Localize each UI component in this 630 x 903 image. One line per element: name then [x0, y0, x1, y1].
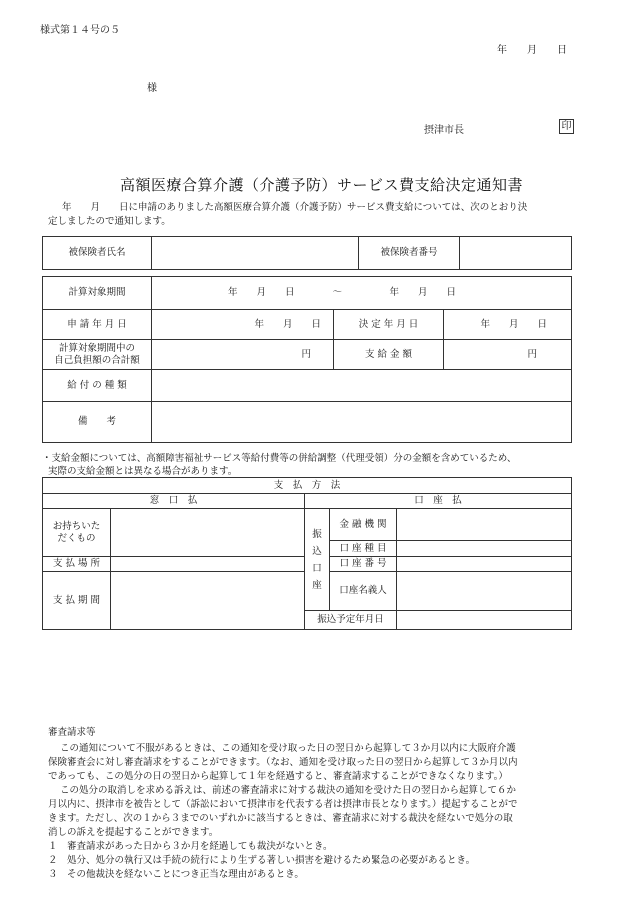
benefit-type-field[interactable] [152, 370, 572, 402]
copay-label-line-2: 自己負担額の合計額 [54, 354, 140, 366]
insured-name-label: 被保険者氏名 [43, 237, 152, 270]
account-type-field[interactable] [397, 541, 572, 557]
period-label: 計算対象期間 [43, 277, 152, 310]
counter-payment-header: 窓 口 払 [43, 494, 305, 509]
review-p1-line-2: 保険審査会に対し審査請求をすることができます。（なお、通知を受け取った日の翌日から起算して３か月以内 [48, 757, 518, 768]
payment-amount-field[interactable]: 円 [444, 340, 572, 370]
insured-number-label: 被保険者番号 [359, 237, 460, 270]
items-to-bring-label [43, 509, 111, 557]
apply-date-value[interactable]: 年 月 日 [152, 310, 334, 340]
items-to-bring-line-1: お持ちいた [52, 521, 101, 533]
account-holder-label: 口座名義人 [330, 572, 397, 611]
seal-stamp: 印 [559, 119, 574, 134]
note-line-1: ・支給金額については、高額障害福祉サービス等給付費等の併給調整（代理受領）分の金額を含めているため、 [42, 453, 517, 464]
remarks-field[interactable] [152, 402, 572, 443]
review-heading: 審査請求等 [48, 727, 96, 738]
transfer-account-char: 口 [312, 562, 322, 574]
financial-institution-label: 金 融 機 関 [330, 509, 397, 541]
payment-place-label: 支 払 場 所 [43, 557, 111, 572]
details-table [42, 276, 572, 443]
insured-name-field[interactable] [152, 237, 359, 270]
payment-amount-label: 支 給 金 額 [334, 340, 444, 370]
transfer-account-char: 座 [312, 579, 322, 591]
transfer-account-label [305, 509, 330, 611]
scheduled-transfer-date-field[interactable] [397, 611, 572, 630]
payment-method-header: 支 払 方 法 [43, 478, 572, 494]
account-type-label: 口 座 種 目 [330, 541, 397, 557]
account-number-field[interactable] [397, 557, 572, 572]
copay-label-line-1: 計算対象期間中の [58, 343, 135, 355]
items-to-bring-line-2: だくもの [57, 532, 96, 544]
account-holder-field[interactable] [397, 572, 572, 611]
apply-date-label: 申 請 年 月 日 [43, 310, 152, 340]
payment-period-field[interactable] [111, 572, 305, 630]
copay-total-field[interactable]: 円 [152, 340, 334, 370]
note-line-2: 実際の支給金額とは異なる場合があります。 [48, 466, 238, 477]
intro-line-2: 定しましたので通知します。 [48, 216, 171, 227]
review-item-1: １ 審査請求があった日から３か月を経過しても裁決がないとき。 [48, 841, 333, 852]
decision-date-label: 決 定 年 月 日 [334, 310, 444, 340]
decision-date-value[interactable]: 年 月 日 [444, 310, 572, 340]
copay-total-label [43, 340, 152, 370]
issuer-name: 摂津市長 [424, 125, 464, 136]
issue-date: 年 月 日 [497, 45, 567, 56]
review-p2-line-1: この処分の取消しを求める訴えは、前述の審査請求に対する裁決の通知を受けた日の翌日から起算して６か [60, 785, 517, 796]
transfer-account-char: 振 [312, 528, 322, 540]
review-item-2: ２ 処分、処分の執行又は手続の続行により生ずる著しい損害を避けるため緊急の必要があるとき。 [48, 855, 476, 866]
review-p2-line-2: 月以内に、摂津市を被告として（訴訟において摂津市を代表する者は摂津市長となります。）提起することがで [48, 799, 518, 810]
insured-table [42, 236, 572, 270]
account-payment-header: 口 座 払 [305, 494, 572, 509]
intro-line-1: 年 月 日に申請のありました高額医療合算介護（介護予防）サービス費支給については、次のとおり決 [62, 202, 528, 213]
remarks-label: 備 考 [43, 402, 152, 443]
insured-number-field[interactable] [460, 237, 572, 270]
payment-period-label: 支 払 期 間 [43, 572, 111, 630]
transfer-account-char: 込 [312, 545, 322, 557]
items-to-bring-field[interactable] [111, 509, 305, 557]
benefit-type-label: 給 付 の 種 類 [43, 370, 152, 402]
period-value[interactable]: 年 月 日 ～ 年 月 日 [152, 277, 572, 310]
review-p1-line-3: であっても、この処分の日の翌日から起算して１年を経過すると、審査請求することができなくなります。） [48, 771, 508, 782]
recipient-suffix: 様 [147, 83, 157, 94]
form-number: 様式第１４号の５ [40, 25, 120, 36]
review-p1-line-1: この通知について不服があるときは、この通知を受け取った日の翌日から起算して３か月以内に大阪府介護 [60, 743, 516, 754]
review-p2-line-3: きます。ただし、次の１から３までのいずれかに該当するときは、審査請求に対する裁決を経ないで処分の取 [48, 813, 513, 824]
scheduled-transfer-date-label: 振込予定年月日 [305, 611, 397, 630]
review-p2-line-4: 消しの訴えを提起することができます。 [48, 827, 219, 838]
payment-method-table [42, 477, 572, 630]
payment-place-field[interactable] [111, 557, 305, 572]
account-number-label: 口 座 番 号 [330, 557, 397, 572]
financial-institution-field[interactable] [397, 509, 572, 541]
review-item-3: ３ その他裁決を経ないことにつき正当な理由があるとき。 [48, 869, 304, 880]
document-title: 高額医療合算介護（介護予防）サービス費支給決定通知書 [120, 176, 524, 194]
